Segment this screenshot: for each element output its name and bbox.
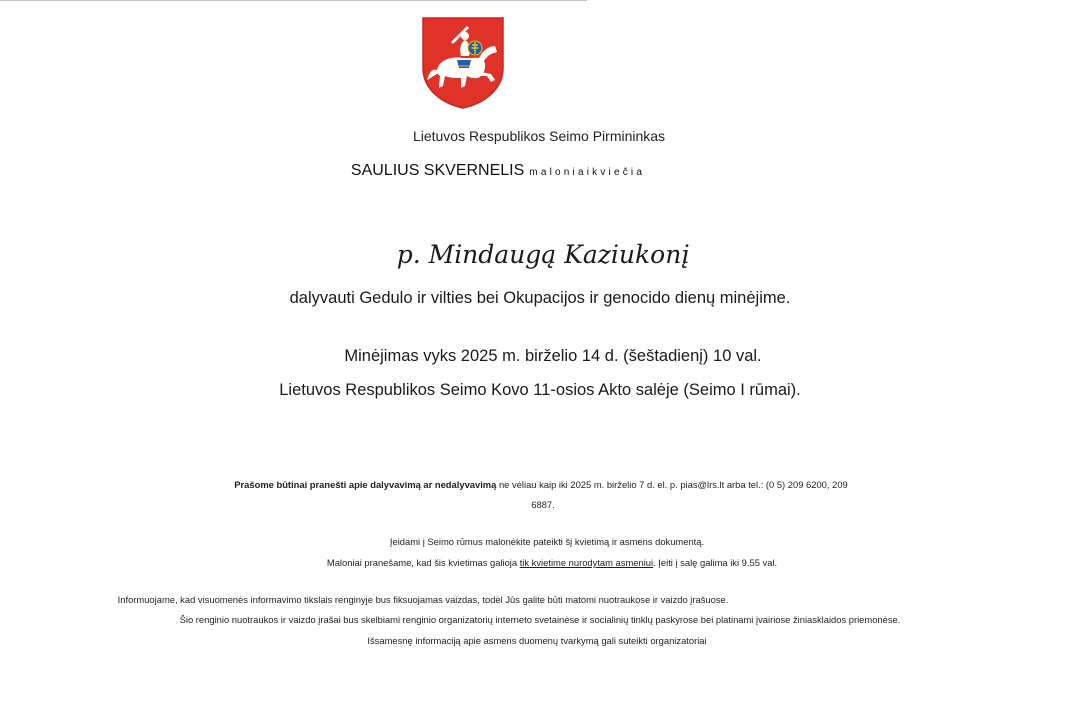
validity-note xyxy=(327,557,777,568)
rsvp-request-bold: Prašome būtinai pranešti apie dalyvavimą ar nedalyvavimą xyxy=(234,479,497,490)
separator-line xyxy=(0,0,587,1)
saddle-cloth xyxy=(457,60,471,68)
invites-text: maloniaikviečia xyxy=(529,167,646,178)
entry-note: Įeidami į Seimo rūmus malonėkite pateikti šį kvietimą ir asmens dokumentą. xyxy=(389,536,705,547)
validity-after: . Įeiti į salę galima iki 9.55 val. xyxy=(653,557,778,568)
media-info-line-1: Informuojame, kad visuomenės informavimo tikslais renginyje bus fiksuojamas vaizdas, todėl Jūs galite būti matomi nuotraukose ir vaizdo įrašuose. xyxy=(117,594,729,605)
host-line xyxy=(351,162,645,180)
event-date-time: Minėjimas vyks 2025 m. birželio 14 d. (šeštadienį) 10 val. xyxy=(344,347,762,365)
validity-before: Maloniai pranešame, kad šis kvietimas galioja xyxy=(326,557,520,568)
media-info-line-2: Šio renginio nuotraukos ir vaizdo įrašai bus skelbiami renginio organizatorių interneto svetainėse ir socialinių tinklų paskyrose bei platinami įvairiose žiniasklaidos priemonėse. xyxy=(179,614,901,625)
vytis-coat-of-arms-icon xyxy=(421,16,505,110)
event-location: Lietuvos Respublikos Seimo Kovo 11-osios Akto salėje (Seimo I rūmai). xyxy=(279,381,801,399)
media-info-line-3: Išsamesnę informaciją apie asmens duomenų tvarkymą gali suteikti organizatoriai xyxy=(367,635,707,646)
rsvp-request-details: ne vėliau kaip iki 2025 m. birželio 7 d. el. p. pias@lrs.lt arba tel.: (0 5) 209 6200, 209 xyxy=(496,479,848,490)
validity-underlined: tik kvietime nurodytam asmeniui xyxy=(519,557,654,568)
rsvp-request xyxy=(234,479,847,490)
event-purpose: dalyvauti Gedulo ir vilties bei Okupacijos ir genocido dienų minėjime. xyxy=(289,289,791,307)
rsvp-phone-continuation: 6887. xyxy=(531,499,555,510)
host-name: SAULIUS SKVERNELIS xyxy=(350,162,525,179)
chair-title: Lietuvos Respublikos Seimo Pirmininkas xyxy=(412,128,666,144)
guest-name: p. Mindaugą Kaziukonį xyxy=(396,240,690,269)
